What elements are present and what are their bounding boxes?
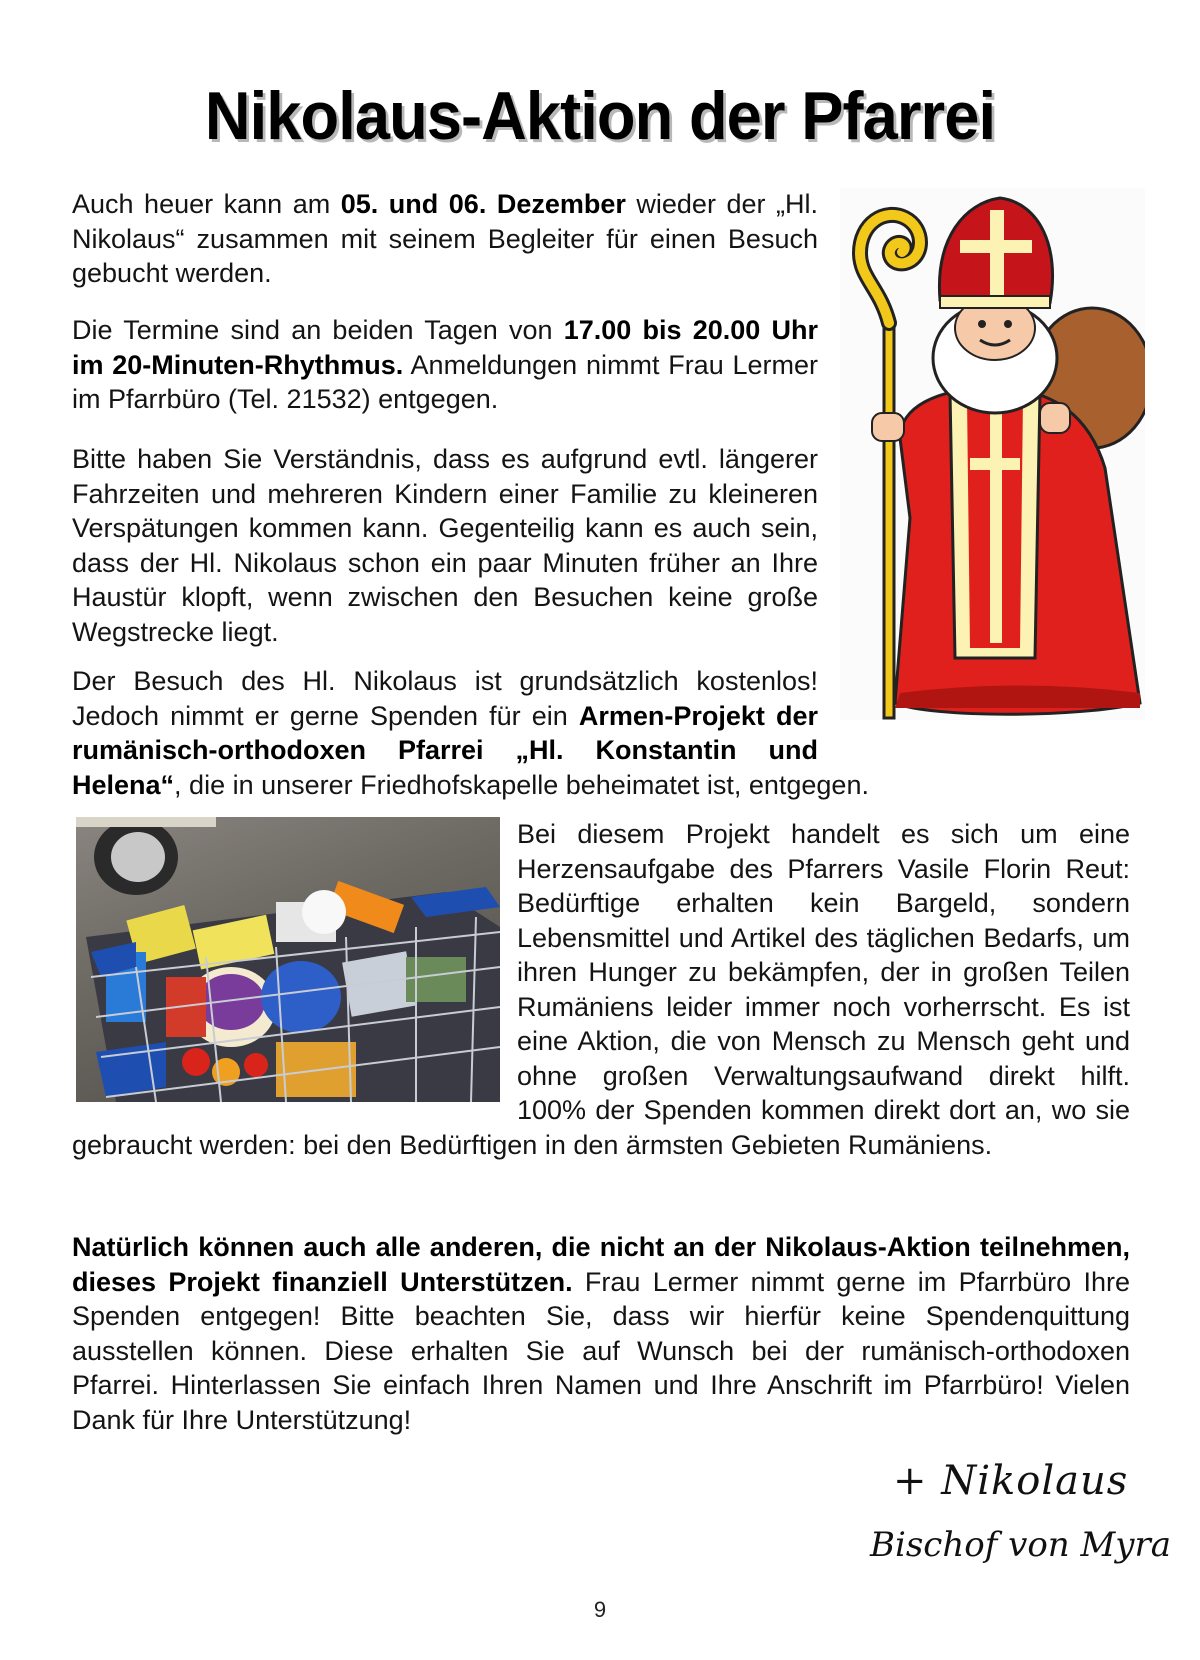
intro-paragraph: Auch heuer kann am 05. und 06. Dezember wieder der „Hl. Nikolaus“ zusammen mit seinem Begleiter für einen Besuch gebucht werden. (72, 189, 818, 288)
float-spacer (72, 819, 517, 1124)
page-number: 9 (593, 1597, 607, 1622)
schedule-paragraph: Die Termine sind an beiden Tagen von 17.00 bis 20.00 Uhr im 20-Minuten-Rhythmus. Anmeldungen nimmt Frau Lermer im Pfarrbüro (Tel. 21532) entgegen. (72, 315, 818, 414)
delay-notice-paragraph: Bitte haben Sie Verständnis, dass es aufgrund evtl. längerer Fahrzeiten und mehreren Kindern einer Familie zu kleineren Verspätungen kommen kann. Gegenteilig kann es auch sein, dass der Hl. Nikolaus schon ein paar Minuten früher an Ihre Haustür klopft, wenn zwischen den Besuchen keine große Wegstrecke liegt. (72, 444, 818, 647)
project-description-paragraph: Bei diesem Projekt handelt es sich um eine Herzensaufgabe des Pfarrers Vasile Florin Reut: Bedürftige erhalten kein Bargeld, sondern Lebensmittel und Artikel des täglichen Bedarfs, um ihren Hunger zu bekämpfen, der in großen Teilen Rumäniens leider immer noch vorherrscht. Es ist eine Aktion, die von Mensch zu Mensch geht und ohne großen Verwaltungsaufwand direkt hilft. 100% der Spenden kommen direkt dort an, wo sie gebraucht werden: bei den Bedürftigen in den ärmsten Gebieten Rumäniens. (72, 819, 1130, 1160)
support-appeal-paragraph: Natürlich können auch alle anderen, die nicht an der Nikolaus-Aktion teilnehmen, dieses Projekt finanziell Unterstützen. Frau Lermer nimmt gerne im Pfarrbüro Ihre Spenden entgegen! Bitte beachten Sie, dass wir hierfür keine Spendenquittung ausstellen können. Diese erhalten Sie auf Wunsch bei der rumänisch-orthodoxen Pfarrei. Hinterlassen Sie einfach Ihren Namen und Ihre Anschrift im Pfarrbüro! Vielen Dank für Ihre Unterstützung! (72, 1232, 1131, 1435)
float-spacer (818, 664, 1130, 764)
page-title: Nikolaus-Aktion der Pfarrei (204, 78, 996, 154)
bishop-figure-icon (840, 188, 1145, 720)
signature-name: + Nikolaus (893, 1458, 1129, 1504)
st-nicholas-illustration (840, 188, 1145, 720)
signature-title: Bischof von Myra (870, 1525, 1172, 1565)
donation-paragraph: Der Besuch des Hl. Nikolaus ist grundsätzlich kostenlos! Jedoch nimmt er gerne Spenden für ein Armen-Projekt der rumänisch-orthodoxen Pfarrei „Hl. Konstantin und Helena“, die in unserer Friedhofskapelle beheimatet ist, entgegen. (72, 664, 1130, 802)
